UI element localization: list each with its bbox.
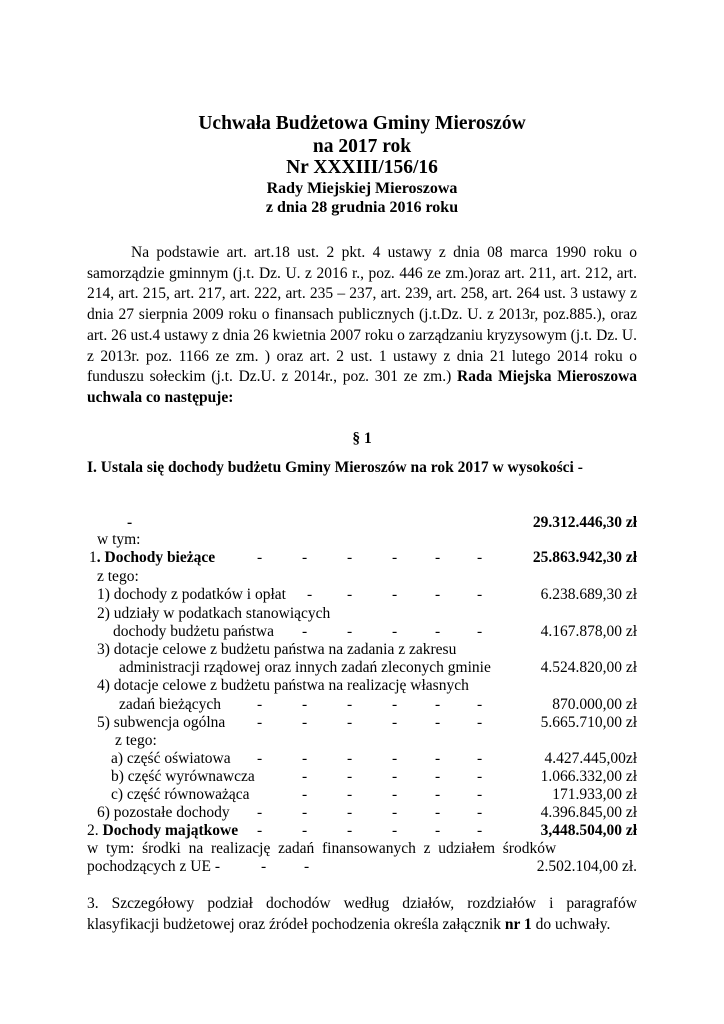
leader-dash: - xyxy=(435,786,441,803)
current-revenue-number: 1 xyxy=(89,549,97,566)
leader-dash: - xyxy=(435,623,441,640)
legal-basis-text: Na podstawie art. art.18 ust. 2 pkt. 4 ustawy z dnia 08 marca 1990 roku o samorządzie gminnym (j.t. Dz. U. z 2016 r., poz. 446 ze zm.)oraz art. 211, art. 212, art. 214, art. 215, art. 217, art. 222, art. 235 – 237, art. 239, art. 258, art. 264 ust. 3 ustawy z dnia 27 sierpnia 2009 roku o finansach publicznych (j.t.Dz. U. z 2013r, poz.885.), oraz art. 26 ust.4 ustawy z dnia 26 kwietnia 2007 roku o zarządzaniu kryzysowym (j.t. Dz. U. z 2013r. poz. 1166 ze zm. ) oraz art. 2 ust. 1 ustawy z dnia 21 lutego 2014 roku o funduszu sołeckim (j.t. Dz.U. z 2014r., poz. 301 ze zm.) xyxy=(87,244,637,386)
item-3-row-b xyxy=(87,658,637,677)
leader-dash: - xyxy=(392,804,398,821)
leader-dash: - xyxy=(477,822,483,839)
leader-dash: - xyxy=(477,768,483,785)
leader-dash: - xyxy=(302,696,308,713)
item-1-amount: 6.238.689,30 zł xyxy=(540,586,637,603)
item-4-label-b: zadań bieżących xyxy=(119,696,221,713)
current-revenue-label: . Dochody bieżące xyxy=(96,549,216,566)
leader-dash: - xyxy=(347,549,353,566)
leader-dash: - xyxy=(435,586,441,603)
eu-funds-amount: 2.502.104,00 zł. xyxy=(536,858,637,875)
eu-funds-label-b: pochodzących z UE - xyxy=(87,858,220,875)
leader-dash: - xyxy=(302,623,308,640)
leader-dash: - xyxy=(347,768,353,785)
leader-dash: - xyxy=(392,549,398,566)
leader-dash: - xyxy=(302,768,308,785)
item-3-label-a: 3) dotacje celowe z budżetu państwa na zadania z zakresu xyxy=(97,641,457,658)
sub-c-row xyxy=(87,785,637,804)
total-amount: 29.312.446,30 zł xyxy=(532,514,637,531)
item-4-row-b xyxy=(87,695,637,714)
leader-dash: - xyxy=(392,696,398,713)
sub-b-amount: 1.066.332,00 zł xyxy=(540,768,637,785)
leader-dash: - xyxy=(477,586,483,603)
leader-dash: - xyxy=(257,804,263,821)
sub-b-label: b) część wyrównawcza xyxy=(111,768,255,785)
section-heading: I. Ustala się dochody budżetu Gminy Mieroszów na rok 2017 w wysokości - xyxy=(87,459,583,476)
leader-dash: - xyxy=(302,750,308,767)
leader-dash: - xyxy=(257,750,263,767)
leader-dash: - xyxy=(257,714,263,731)
leader-dash: - xyxy=(477,549,483,566)
item-2-row-b xyxy=(87,622,637,641)
leader-dash: - xyxy=(257,549,263,566)
leader-dash: - xyxy=(392,786,398,803)
current-revenue-row xyxy=(87,548,637,567)
leader-dash: - xyxy=(302,804,308,821)
leader-dash: - xyxy=(435,804,441,821)
leader-dash: - xyxy=(347,623,353,640)
capital-revenue-row xyxy=(87,821,637,840)
leader-dash: - xyxy=(392,623,398,640)
leader-dash: - xyxy=(347,822,353,839)
leader-dash: - xyxy=(477,623,483,640)
item-6-label: 6) pozostałe dochody xyxy=(97,804,230,821)
item-5-label: 5) subwencja ogólna xyxy=(97,714,226,731)
leader-dash: - xyxy=(347,750,353,767)
item-3-row-a xyxy=(87,640,637,659)
eu-funds-label-a: w tym: środki na realizację zadań finansowanych z udziałem środków xyxy=(87,840,557,857)
z-tego-2-row xyxy=(87,731,637,750)
leader-dash: - xyxy=(435,696,441,713)
item-5-row xyxy=(87,713,637,732)
leader-dash: - xyxy=(302,822,308,839)
sub-b-row xyxy=(87,767,637,786)
resolution-year: na 2017 rok xyxy=(312,136,412,157)
w-tym-row xyxy=(87,530,637,549)
capital-revenue-amount: 3,448.504,00 zł xyxy=(540,822,637,839)
leader-dash: - xyxy=(347,696,353,713)
leader-dash: - xyxy=(257,696,263,713)
leader-dash: - xyxy=(477,714,483,731)
item-3-amount: 4.524.820,00 zł xyxy=(540,659,637,676)
sub-a-row xyxy=(87,749,637,768)
item-2-label-b: dochody budżetu państwa xyxy=(113,623,274,640)
sub-c-label: c) część równoważąca xyxy=(111,786,250,803)
resolution-title: Uchwała Budżetowa Gminy Mieroszów xyxy=(198,113,526,134)
leader-dash: - xyxy=(392,822,398,839)
z-tego-row xyxy=(87,567,637,586)
total-dash: - xyxy=(127,514,133,531)
resolution-date: z dnia 28 grudnia 2016 roku xyxy=(265,199,459,216)
leader-dash: - xyxy=(392,714,398,731)
sub-a-label: a) część oświatowa xyxy=(111,750,231,767)
item-6-amount: 4.396.845,00 zł xyxy=(540,804,637,821)
leader-dash: - xyxy=(435,750,441,767)
resolution-council: Rady Miejskiej Mieroszowa xyxy=(266,180,458,197)
leader-dash: - xyxy=(347,786,353,803)
item-2-row-a xyxy=(87,604,637,623)
leader-dash: - xyxy=(261,858,267,875)
leader-dash: - xyxy=(435,714,441,731)
legal-basis-bold-tail: Rada Miejska Mieroszowa uchwala co następuje: xyxy=(87,368,638,406)
leader-dash: - xyxy=(392,768,398,785)
leader-dash: - xyxy=(347,804,353,821)
item-6-row xyxy=(87,803,637,822)
item-2-amount: 4.167.878,00 zł xyxy=(540,623,637,640)
leader-dash: - xyxy=(347,586,353,603)
leader-dash: - xyxy=(435,822,441,839)
final-bold-annex: nr 1 xyxy=(504,916,532,933)
leader-dash: - xyxy=(435,549,441,566)
leader-dash: - xyxy=(302,786,308,803)
eu-funds-row-a xyxy=(87,839,637,858)
leader-dash: - xyxy=(347,714,353,731)
eu-funds-row-b xyxy=(87,857,637,876)
leader-dash: - xyxy=(304,858,310,875)
leader-dash: - xyxy=(477,804,483,821)
z-tego-label: z tego: xyxy=(97,568,139,585)
leader-dash: - xyxy=(435,768,441,785)
legal-basis-paragraph xyxy=(87,243,637,409)
item-5-amount: 5.665.710,00 zł xyxy=(540,714,637,731)
item-4-label-a: 4) dotacje celowe z budżetu państwa na realizację własnych xyxy=(97,677,469,694)
leader-dash: - xyxy=(257,822,263,839)
current-revenue-amount: 25.863.942,30 zł xyxy=(532,549,637,566)
leader-dash: - xyxy=(302,714,308,731)
leader-dash: - xyxy=(477,786,483,803)
item-4-amount: 870.000,00 zł xyxy=(552,696,637,713)
item-3-label-b: administracji rządowej oraz innych zadań zleconych gminie xyxy=(119,659,491,676)
item-1-label: 1) dochody z podatków i opłat xyxy=(97,586,286,603)
capital-revenue-number: 2. xyxy=(87,822,99,839)
item-1-row xyxy=(87,585,637,604)
w-tym-label: w tym: xyxy=(97,531,141,548)
section-sign: § 1 xyxy=(352,430,372,447)
leader-dash: - xyxy=(302,549,308,566)
z-tego-2-label: z tego: xyxy=(115,732,157,749)
leader-dash: - xyxy=(392,750,398,767)
sub-a-amount: 4.427.445,00zł xyxy=(544,750,637,767)
leader-dash: - xyxy=(477,750,483,767)
capital-revenue-label: Dochody majątkowe xyxy=(102,822,239,839)
final-paragraph xyxy=(87,893,637,935)
item-4-row-a xyxy=(87,676,637,695)
leader-dash: - xyxy=(392,586,398,603)
sub-c-amount: 171.933,00 zł xyxy=(552,786,637,803)
final-tail: do uchwały. xyxy=(535,916,611,933)
resolution-number: Nr XXXIII/156/16 xyxy=(286,157,438,178)
final-text: 3. Szczegółowy podział dochodów według działów, rozdziałów i paragrafów klasyfikacji budżetowej oraz źródeł pochodzenia określa załącznik xyxy=(87,895,637,933)
item-2-label-a: 2) udziały w podatkach stanowiących xyxy=(97,605,331,622)
leader-dash: - xyxy=(477,696,483,713)
leader-dash: - xyxy=(307,586,313,603)
